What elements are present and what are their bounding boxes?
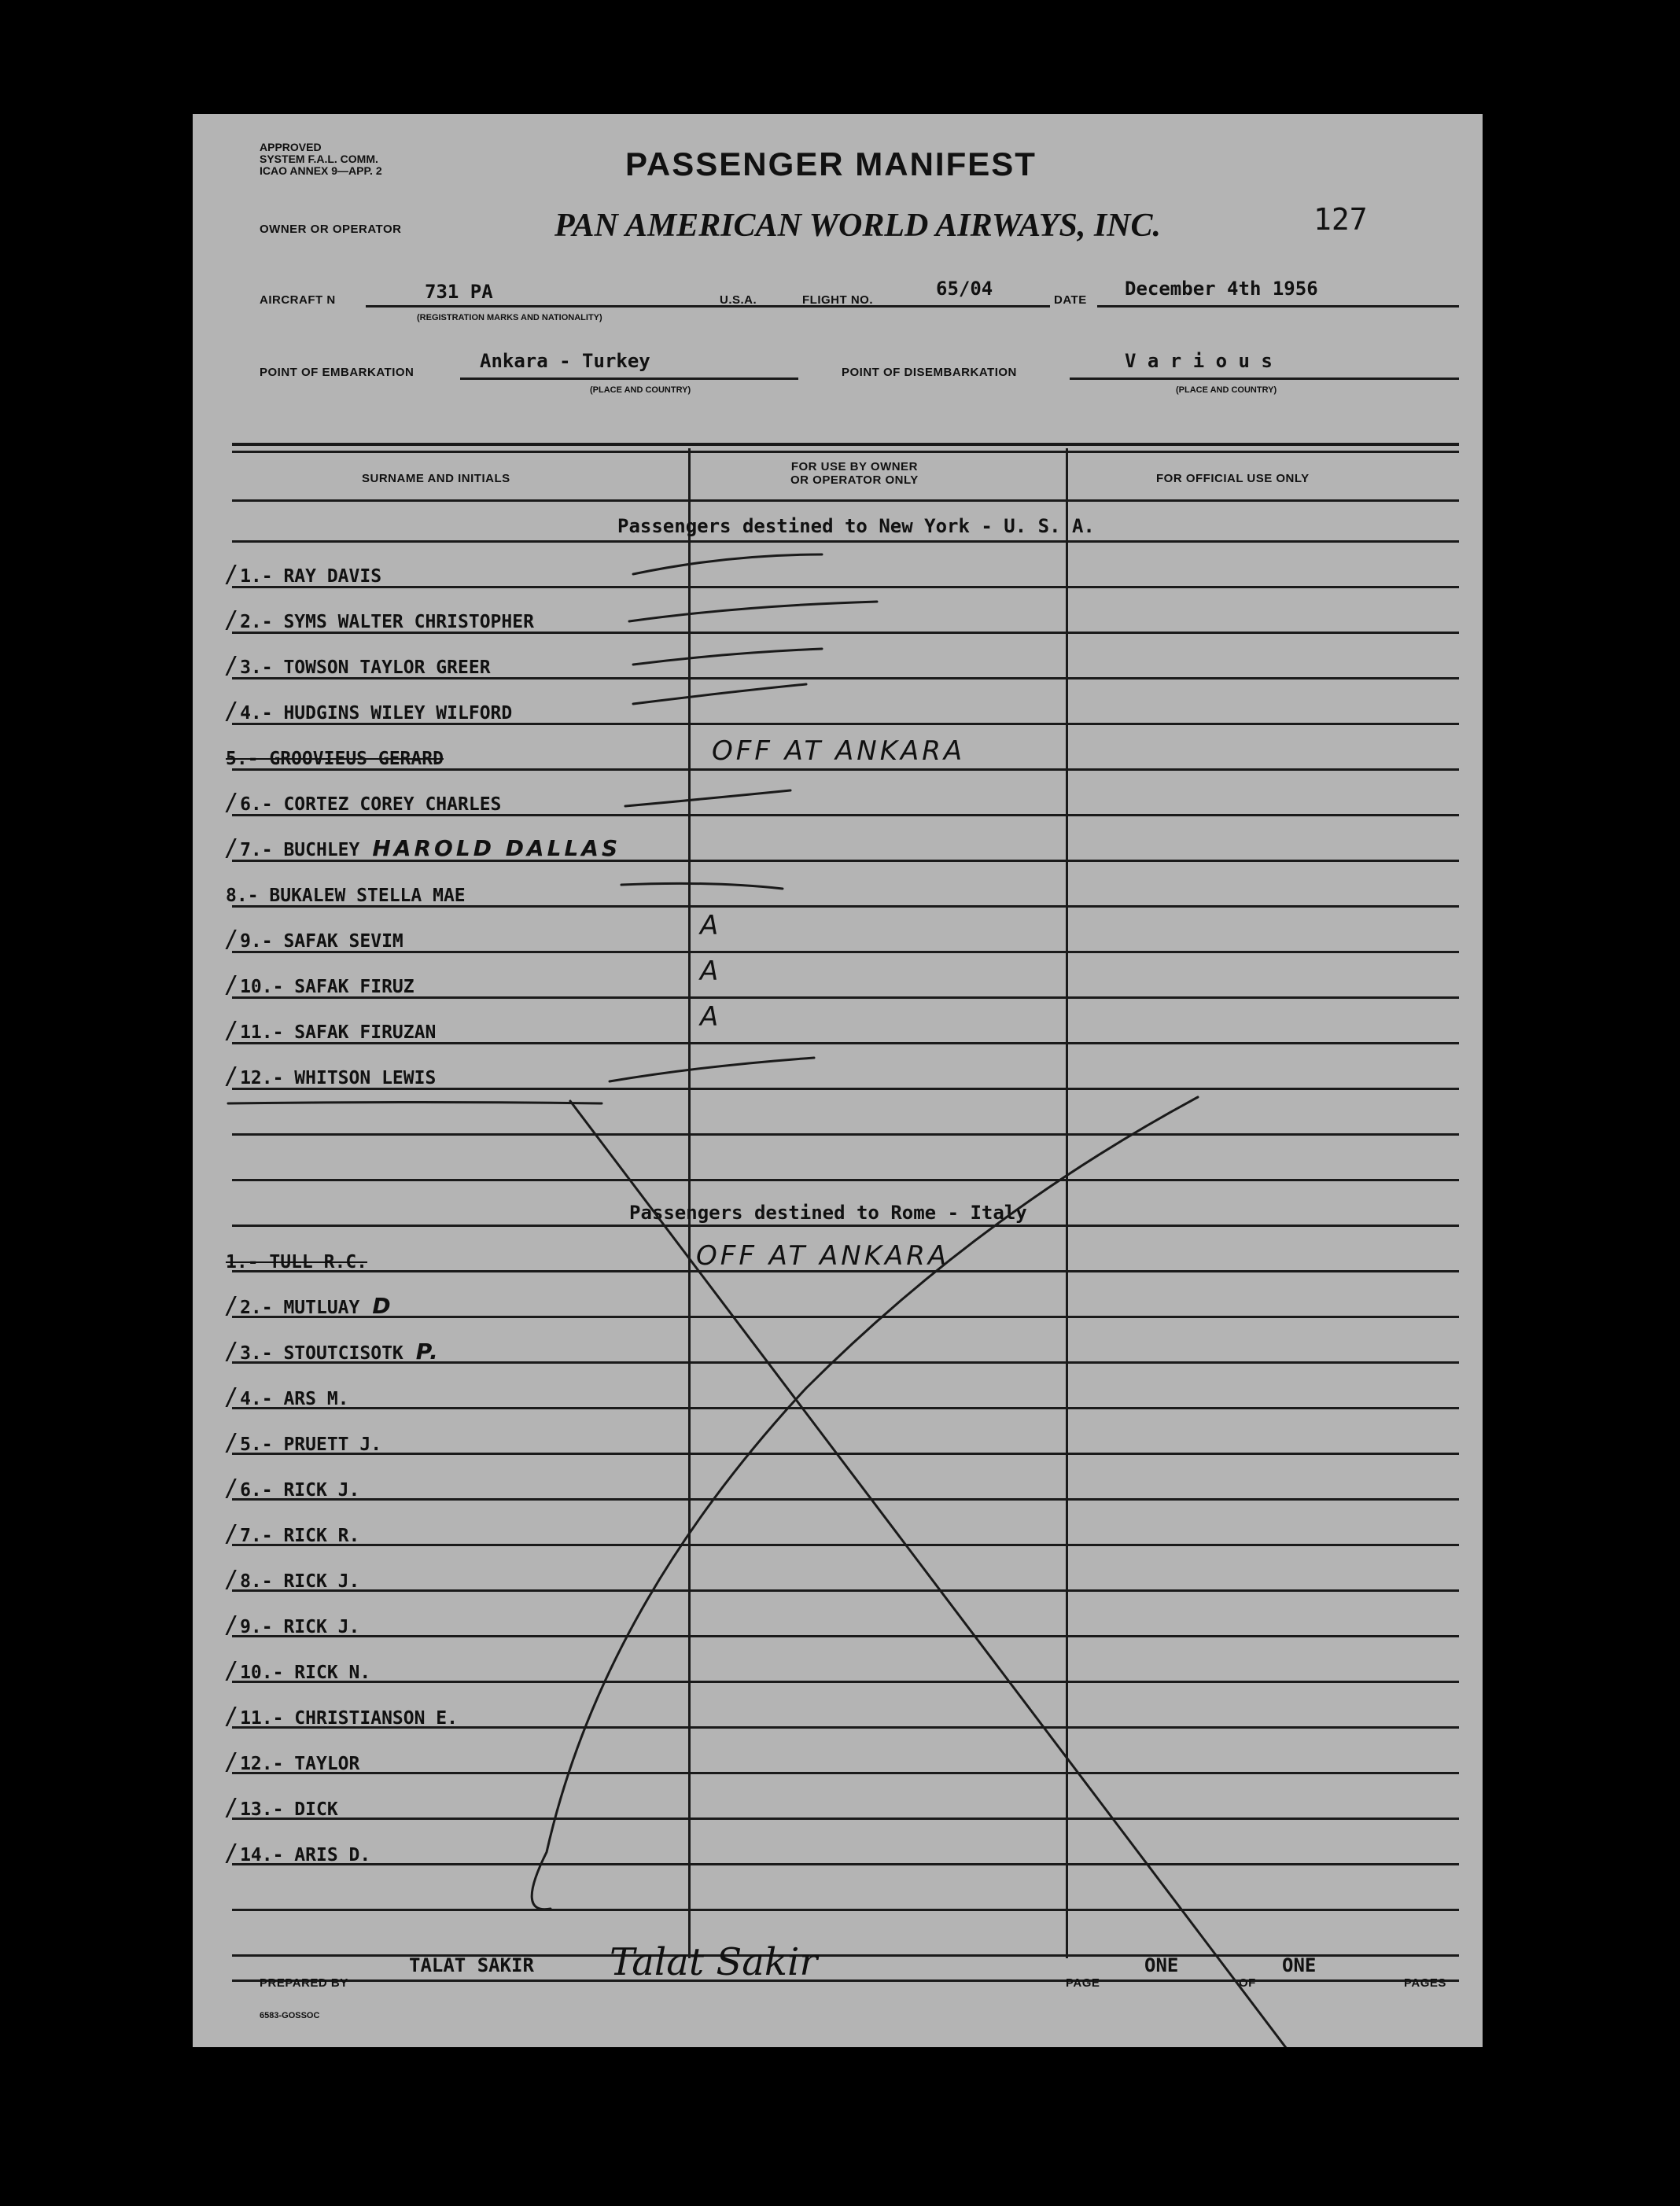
passenger-row: /2.- MUTLUAY D [224,1292,394,1320]
page-label: PAGE [1066,1976,1100,1990]
checkmark-stroke [629,602,877,621]
passenger-row: /5.- PRUETT J. [224,1429,382,1457]
section-heading-rome: Passengers destined to Rome - Italy [629,1202,1027,1224]
handwritten-initial: P. [415,1339,441,1364]
passenger-name: 4.- HUDGINS WILEY WILFORD [240,703,513,724]
checkmark-stroke [625,790,790,806]
prepared-by-label: PREPARED BY [260,1976,348,1990]
operator-name: PAN AMERICAN WORLD AIRWAYS, INC. [554,208,1162,244]
passenger-row: /9.- RICK J. [224,1611,360,1639]
passenger-row: /3.- TOWSON TAYLOR GREER [224,652,491,679]
page-value: ONE [1144,1954,1179,1976]
passenger-row: /7.- RICK R. [224,1520,360,1548]
passenger-row: /7.- BUCHLEY HAROLD DALLAS [224,834,621,862]
approval-line-3: ICAO ANNEX 9—APP. 2 [260,164,382,177]
passenger-name: 5.- GROOVIEUS GERARD [226,749,444,769]
pages-label: PAGES [1404,1976,1446,1990]
passenger-name: 4.- ARS M. [240,1389,349,1409]
passenger-row: /14.- ARIS D. [224,1840,371,1867]
passenger-row: /11.- CHRISTIANSON E. [224,1703,459,1730]
approval-line-2: SYSTEM F.A.L. COMM. [260,153,378,165]
owner-label: OWNER OR OPERATOR [260,223,402,236]
passenger-row: /9.- SAFAK SEVIM [224,926,403,953]
flight-label: FLIGHT NO. [802,293,873,307]
checkmark-stroke [633,649,822,665]
passenger-name: 9.- SAFAK SEVIM [240,931,403,952]
passenger-name: 3.- STOUTCISOTK [240,1343,403,1364]
passenger-name: 6.- RICK J. [240,1480,360,1501]
aircraft-label: AIRCRAFT N [260,293,336,307]
passenger-name: 2.- SYMS WALTER CHRISTOPHER [240,612,534,632]
page-title: PASSENGER MANIFEST [625,145,1037,182]
aircraft-value: 731 PA [425,281,493,303]
passenger-name: 2.- MUTLUAY [240,1298,360,1318]
checkmark-stroke [633,554,822,574]
passenger-row: /1.- RAY DAVIS [224,561,382,588]
passenger-name: 3.- TOWSON TAYLOR GREER [240,657,491,678]
handwritten-note-a: A [700,1001,722,1033]
passenger-row: /6.- CORTEZ COREY CHARLES [224,789,502,816]
checkmark-stroke [610,1058,814,1081]
handwritten-initial: D [372,1293,394,1319]
passenger-name: 7.- BUCHLEY [240,840,360,860]
passenger-row: /11.- SAFAK FIRUZAN [224,1017,437,1044]
passenger-row: /4.- HUDGINS WILEY WILFORD [224,698,513,725]
col-header-official: FOR OFFICIAL USE ONLY [1156,472,1310,485]
passenger-name: 12.- TAYLOR [240,1754,360,1774]
cross-out-line [532,1097,1198,1910]
flight-value: 65/04 [936,278,993,300]
footer-rule [232,1980,1459,1982]
section-heading-new-york: Passengers destined to New York - U. S. A. [617,515,1095,537]
passenger-row: /6.- RICK J. [224,1475,360,1502]
col-header-operator-line-2: OR OPERATOR ONLY [790,473,919,487]
handwritten-note-a: A [700,910,722,941]
passenger-row: /12.- WHITSON LEWIS [224,1062,437,1090]
of-label: OF [1239,1976,1256,1990]
passenger-row: /10.- RICK N. [224,1657,371,1685]
passenger-name: 10.- RICK N. [240,1663,371,1683]
embark-value: Ankara - Turkey [480,350,650,372]
passenger-name: 6.- CORTEZ COREY CHARLES [240,794,502,815]
passenger-row: /4.- ARS M. [224,1383,349,1411]
passenger-name: 11.- CHRISTIANSON E. [240,1708,459,1729]
of-value: ONE [1282,1954,1317,1976]
passenger-row: /10.- SAFAK FIRUZ [224,971,414,999]
passenger-row: /12.- TAYLOR [224,1748,360,1776]
handwritten-note-a: A [700,956,722,987]
passenger-name: 7.- RICK R. [240,1526,360,1546]
checkmark-stroke [621,883,783,889]
manifest-sheet [193,114,1483,2047]
handwritten-note-off-at-ankara: OFF AT ANKARA [712,735,966,767]
embark-sub: (PLACE AND COUNTRY) [590,385,691,395]
handwritten-marks [193,114,1483,2047]
passenger-name: 1.- RAY DAVIS [240,566,382,587]
col-header-operator-line-1: FOR USE BY OWNER [790,460,918,473]
passenger-row: /2.- SYMS WALTER CHRISTOPHER [224,606,534,634]
usa-label: U.S.A. [720,293,757,307]
disembark-value: V a r i o u s [1125,350,1273,372]
passenger-name: 14.- ARIS D. [240,1845,371,1865]
form-code: 6583-GOSSOC [260,2011,320,2020]
passenger-name: 8.- BUKALEW STELLA MAE [226,886,466,906]
passenger-name: 5.- PRUETT J. [240,1434,382,1455]
passenger-name: 8.- RICK J. [240,1571,360,1592]
checkmark-stroke [633,684,806,704]
page-number: 127 [1313,202,1368,237]
passenger-row: /13.- DICK [224,1794,338,1821]
end-of-list-stroke [228,1103,602,1104]
passenger-name: 13.- DICK [240,1799,338,1820]
col-header-name: SURNAME AND INITIALS [362,472,510,485]
cross-out-line [570,1101,1294,2047]
approval-line-1: APPROVED [260,141,322,153]
signature: Talat Sakir [610,1940,818,1984]
disembark-label: POINT OF DISEMBARKATION [842,366,1017,379]
passenger-name: 10.- SAFAK FIRUZ [240,977,414,997]
disembark-sub: (PLACE AND COUNTRY) [1176,385,1277,395]
passenger-row: /8.- RICK J. [224,1566,360,1593]
passenger-name: 9.- RICK J. [240,1617,360,1637]
passenger-name: 12.- WHITSON LEWIS [240,1068,437,1088]
handwritten-given-names: HAROLD DALLAS [372,835,621,861]
passenger-name: 1.- TULL R.C. [226,1252,368,1272]
date-label: DATE [1054,293,1087,307]
prepared-by-name: TALAT SAKIR [409,1954,534,1976]
embark-label: POINT OF EMBARKATION [260,366,414,379]
aircraft-sub: (REGISTRATION MARKS AND NATIONALITY) [417,313,602,322]
handwritten-note-off-at-ankara: OFF AT ANKARA [696,1240,950,1272]
passenger-row: /3.- STOUTCISOTK P. [224,1338,441,1365]
passenger-name: 11.- SAFAK FIRUZAN [240,1022,437,1043]
date-value: December 4th 1956 [1125,278,1318,300]
